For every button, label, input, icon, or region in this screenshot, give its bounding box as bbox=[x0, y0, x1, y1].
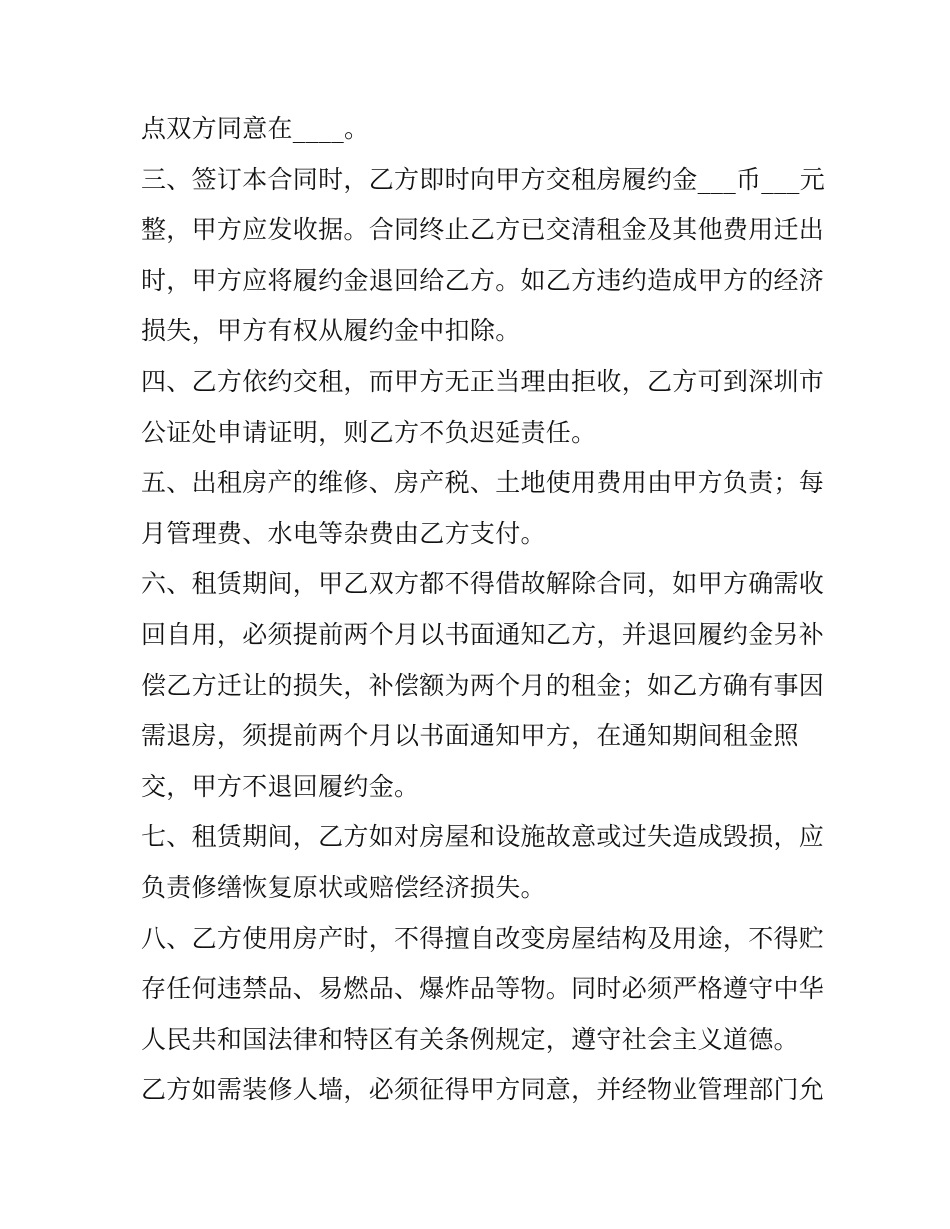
text-line: 整，甲方应发收据。合同终止乙方已交清租金及其他费用迁出 bbox=[141, 215, 825, 245]
text-line: 点双方同意在____。 bbox=[141, 114, 370, 143]
text-line: 月管理费、水电等杂费由乙方支付。 bbox=[141, 518, 546, 548]
text-line: 六、租赁期间，甲乙双方都不得借故解除合同，如甲方确需收 bbox=[141, 569, 825, 599]
text-line: 偿乙方迁让的损失，补偿额为两个月的租金；如乙方确有事因 bbox=[141, 670, 825, 700]
text-line: 乙方如需装修人墙，必须征得甲方同意，并经物业管理部门允 bbox=[141, 1075, 825, 1105]
text-line: 损失，甲方有权从履约金中扣除。 bbox=[141, 316, 521, 346]
text-line: 三、签订本合同时，乙方即时向甲方交租房履约金___币___元 bbox=[141, 164, 826, 194]
text-line: 负责修缮恢复原状或赔偿经济损失。 bbox=[141, 872, 546, 902]
text-line: 回自用，必须提前两个月以书面通知乙方，并退回履约金另补 bbox=[141, 619, 825, 649]
text-line: 四、乙方依约交租，而甲方无正当理由拒收，乙方可到深圳市 bbox=[141, 366, 825, 396]
text-line: 时，甲方应将履约金退回给乙方。如乙方违约造成甲方的经济 bbox=[141, 265, 825, 295]
text-line: 五、出租房产的维修、房产税、土地使用费用由甲方负责；每 bbox=[141, 468, 825, 498]
text-line: 存任何违禁品、易燃品、爆炸品等物。同时必须严格遵守中华 bbox=[141, 974, 825, 1004]
text-line: 七、租赁期间，乙方如对房屋和设施故意或过失造成毁损，应 bbox=[141, 822, 825, 852]
text-line: 公证处申请证明，则乙方不负迟延责任。 bbox=[141, 417, 597, 447]
text-line: 人民共和国法律和特区有关条例规定，遵守社会主义道德。 bbox=[141, 1024, 799, 1054]
text-line: 需退房，须提前两个月以书面通知甲方，在通知期间租金照 bbox=[141, 721, 799, 751]
text-line: 八、乙方使用房产时，不得擅自改变房屋结构及用途，不得贮 bbox=[141, 923, 825, 953]
text-line: 交，甲方不退回履约金。 bbox=[141, 771, 420, 801]
contract-text-body bbox=[141, 104, 826, 1116]
